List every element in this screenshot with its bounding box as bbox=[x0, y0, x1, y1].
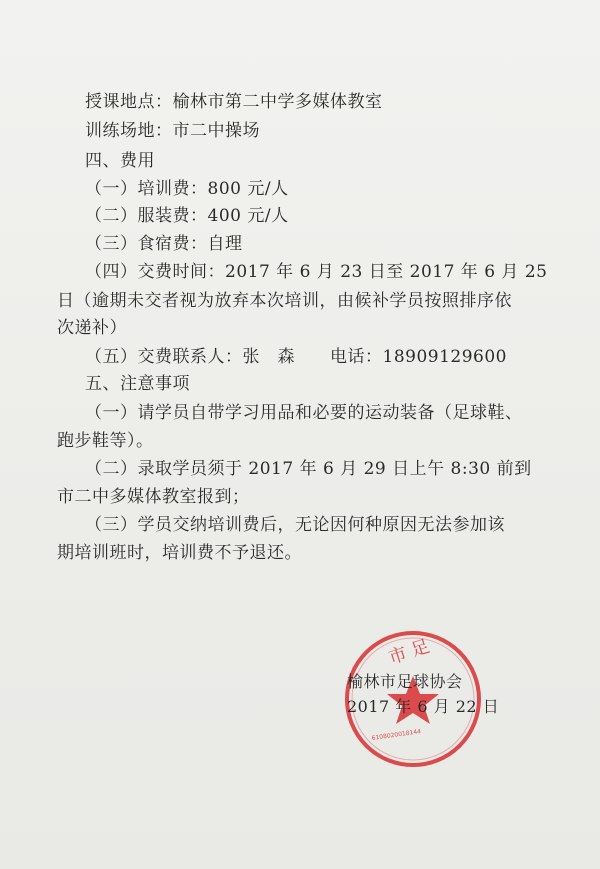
body-line: （三）食宿费：自理 bbox=[85, 234, 243, 254]
body-line: （四）交费时间：2017 年 6 月 23 日至 2017 年 6 月 25 bbox=[85, 262, 548, 282]
signature-date: 2017 年 6 月 22 日 bbox=[347, 697, 500, 716]
seal-text: 市 足 bbox=[386, 635, 433, 669]
section-heading: 四、费用 bbox=[85, 151, 155, 171]
body-line: 跑步鞋等）。 bbox=[57, 431, 154, 451]
body-line: 次递补） bbox=[57, 318, 127, 338]
body-line: 训练场地：市二中操场 bbox=[85, 121, 260, 141]
signature-org: 榆林市足球协会 bbox=[347, 672, 463, 691]
section-heading: 五、注意事项 bbox=[85, 374, 190, 394]
body-line: 授课地点：榆林市第二中学多媒体教室 bbox=[85, 92, 383, 112]
body-line: 期培训班时，培训费不予退还。 bbox=[57, 543, 302, 563]
body-line: 日（逾期未交者视为放弃本次培训，由候补学员按照排序依 bbox=[57, 291, 512, 311]
body-line: （一）培训费：800 元/人 bbox=[85, 179, 289, 199]
body-line: （一）请学员自带学习用品和必要的运动装备（足球鞋、 bbox=[85, 403, 523, 423]
body-line: （五）交费联系人：张 森 电话：18909129600 bbox=[85, 347, 507, 367]
body-line: （三）学员交纳培训费后，无论因何种原因无法参加该 bbox=[85, 515, 505, 535]
body-line: （二）服装费：400 元/人 bbox=[85, 206, 289, 226]
seal-number: 6108020018144 bbox=[371, 728, 422, 742]
body-line: 市二中多媒体教室报到； bbox=[57, 487, 250, 507]
body-line: （二）录取学员须于 2017 年 6 月 29 日上午 8:30 前到 bbox=[85, 459, 532, 479]
